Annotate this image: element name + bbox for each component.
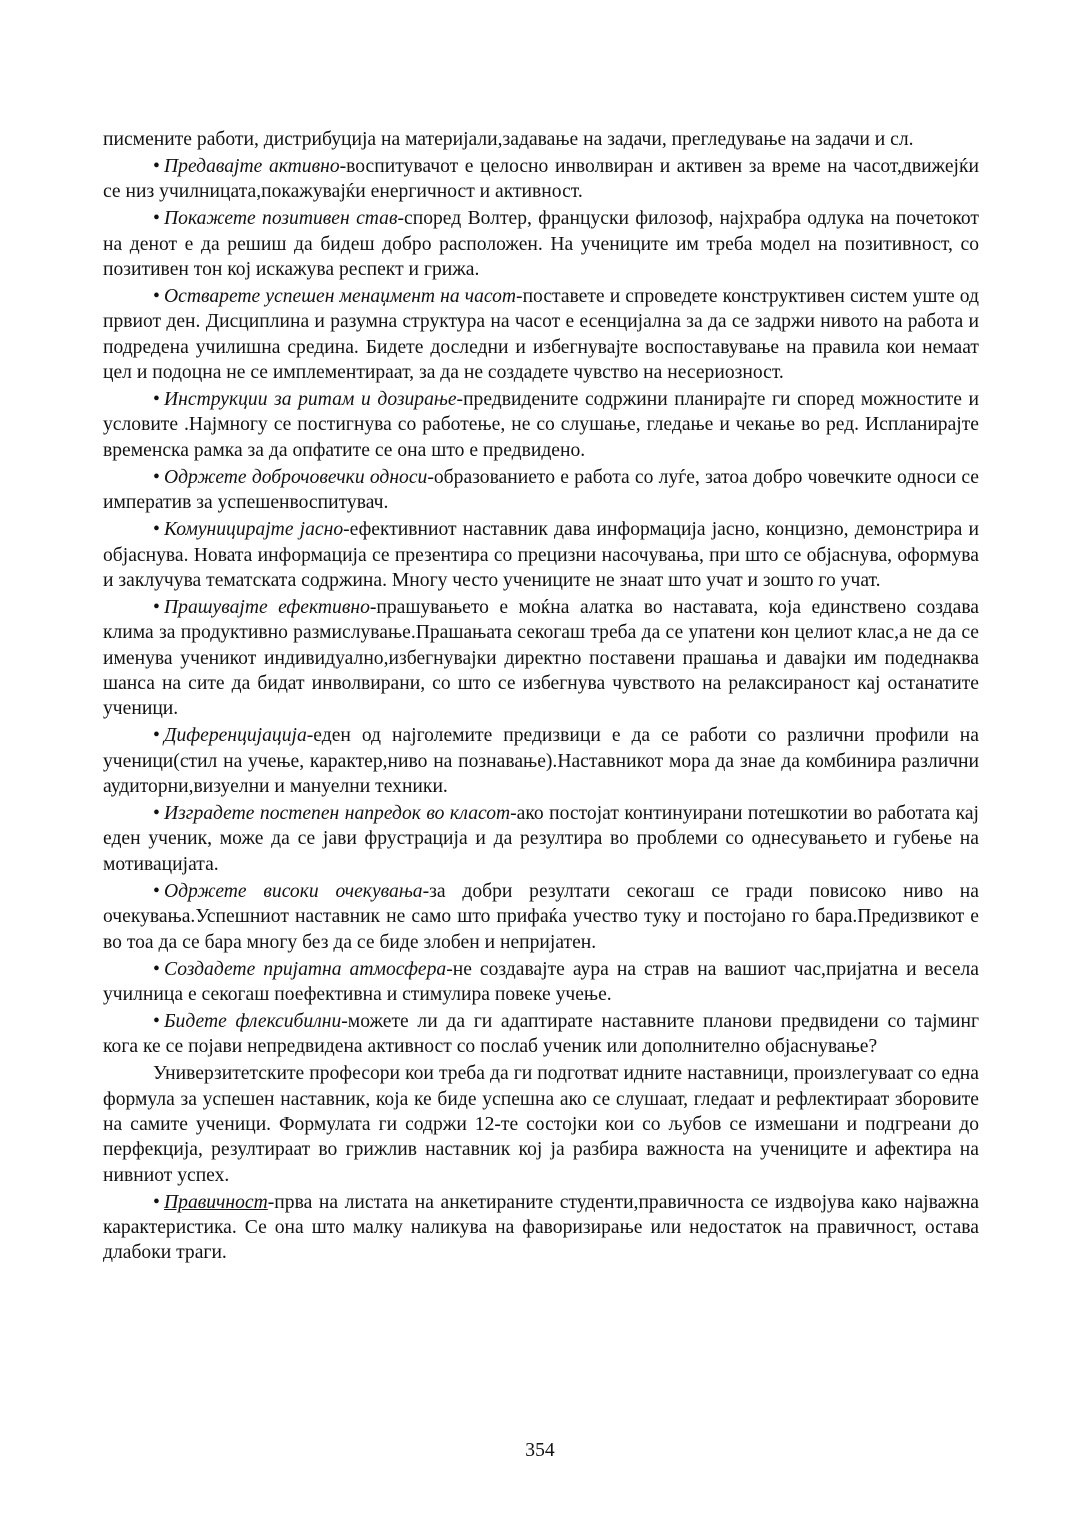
list-item	[103, 723, 979, 799]
item-text: -можете ли да ги адаптирате наставните планови предвидени со тајминг кога ке се појави непредвидена активност со послаб ученик или дополнително објаснување?	[103, 1010, 980, 1058]
bullet-icon: •	[153, 208, 160, 230]
item-term: Бидете флексибилни	[164, 1010, 342, 1032]
page-number: 354	[525, 1440, 555, 1461]
list-item	[103, 879, 979, 955]
item-term: Правичност	[164, 1191, 268, 1213]
item-term: Одржете високи очекувања	[164, 880, 423, 902]
tips-list	[103, 154, 979, 1060]
item-text: -воспитувачот е целосно инволвиран и активен за време на часот,движејќи се низ училницата,покажувајќи енергичност и активност.	[103, 155, 979, 203]
item-term: Изградете постепен напредок во класот	[164, 803, 511, 825]
bullet-icon: •	[153, 466, 160, 488]
bullet-icon: •	[153, 285, 160, 307]
item-term: Предавајте активно	[164, 155, 340, 177]
document-body	[103, 127, 979, 1267]
bullet-icon: •	[153, 1010, 160, 1032]
item-term: Покажете позитивен став	[164, 208, 398, 230]
item-text: -прашувањето е моќна алатка во наставата, која единствено создава клима за продуктивно размислување.Прашањата секогаш треба да се упатени кон целиот клас,а не да се именува ученикот индивидуално,избегнувајки директно поставени прашања и давајки им подеднаква шанса на сите да бидат инволвирани, со што се избегнува чувството на релаксираност кај останатите ученици.	[103, 596, 980, 720]
item-term: Диференцијација	[164, 725, 307, 747]
bullet-icon: •	[153, 1191, 160, 1213]
item-text: -образованието е работа со луѓе, затоа добро човечките односи се императив за успешенвоспитувач.	[103, 466, 980, 514]
item-text: -за добри резултати секогаш се гради повисоко ниво на очекувања.Успешниот наставник не само што прифаќа учество туку и постојано го бара.Предизвикот е во тоа да се бара многу без да се биде злобен и непријатен.	[103, 880, 979, 953]
item-text: -еден од најголемите предизвици е да се работи со различни профили на ученици(стил на учење, карактер,ниво на познавање).Наставникот мора да знае да комбинира различни аудиторни,визуелни и мануелни техники.	[103, 725, 979, 798]
item-term: Создадете пријатна атмосфера	[164, 958, 447, 980]
item-text: -ако постојат континуирани потешкотии во работата кај еден ученик, може да се јави фрустрација и да резултира во проблеми со однесувањето и губење на мотивацијата.	[103, 803, 979, 875]
bullet-icon: •	[153, 880, 160, 902]
item-text: -прва на листата на анкетираните студенти,правичноста се издвојува како најважна карактеристика. Се она што малку наликува на фаворизирање или недостаток на правичност, остава длабоки траги.	[103, 1191, 979, 1264]
list-item	[103, 595, 979, 722]
item-text: -поставете и спроведете конструктивен систем уште од првиот ден. Дисциплина и разумна структура на часот е есенцијална за да се задржи нивото на работа и подредена училишна средина. Бидете доследни и избегнувајте воспоставување на правила кои немаат цел и подоцна не се имплементираат, за да не создадете чувство на несериозност.	[103, 285, 979, 384]
item-term: Прашувајте ефективно	[164, 596, 370, 618]
item-term: Остварете успешен менаџмент на часот	[164, 285, 517, 307]
item-text: -предвидените содржини планирајте ги според можностите и условите .Најмногу се постигнува со работење, не со слушање, гледање и чекање во ред. Испланирајте временска рамка за да опфатите се она што е предвидено.	[103, 389, 979, 461]
item-term: Комуницирајте јасно	[164, 519, 344, 541]
bullet-icon: •	[153, 155, 160, 177]
body-paragraph: Универзитетските професори кои треба да ги подготват идните наставници, произлегуваат со една формула за успешен наставник, која ке биде успешна ако се слушаат, гледаат и рефлектираат зборовите на самите ученици. Формулата ги содржи 12-те состојки кои со љубов се измешани и подгреани до перфекција, резултираат во грижлив наставник кој ја разбира важноста на учениците и афектира на нивниот успех.	[103, 1063, 979, 1186]
list-item	[103, 284, 979, 386]
list-item-fairness	[103, 1190, 979, 1266]
list-item	[103, 1009, 979, 1060]
bullet-icon: •	[153, 596, 160, 618]
bullet-icon: •	[153, 958, 160, 980]
item-text: -ефективниот наставник дава информација јасно, концизно, демонстрира и објаснува. Новата информација се презентира со прецизни насочувања, при што се објаснува, оформува и заклучува тематската содржина. Многу често учениците не знаат што учат и зошто го учат.	[103, 519, 979, 591]
item-term: Одржете доброчовечки односи	[164, 466, 428, 488]
list-item	[103, 957, 979, 1008]
list-item	[103, 801, 979, 877]
list-item	[103, 465, 979, 516]
bullet-icon: •	[153, 803, 160, 825]
list-item	[103, 387, 979, 463]
item-term: Инструкции за ритам и дозирање	[164, 389, 457, 411]
item-text: -не создавајте аура на страв на вашиот час,пријатна и весела училница е секогаш поефективна и стимулира повеке учење.	[103, 958, 979, 1005]
item-text: -според Волтер, француски филозоф, најхрабра одлука на почетокот на денот е да решиш да бидеш добро расположен. На учениците им треба модел на позитивност, со позитивен тон кој искажува респект и грижа.	[103, 208, 979, 281]
list-item	[103, 206, 979, 282]
list-item	[103, 154, 979, 205]
list-item	[103, 517, 979, 593]
bullet-icon: •	[153, 725, 160, 747]
bullet-icon: •	[153, 519, 160, 541]
intro-paragraph: писмените работи, дистрибуција на материјали,задавање на задачи, прегледување на задачи и сл.	[103, 129, 914, 150]
bullet-icon: •	[153, 389, 160, 411]
